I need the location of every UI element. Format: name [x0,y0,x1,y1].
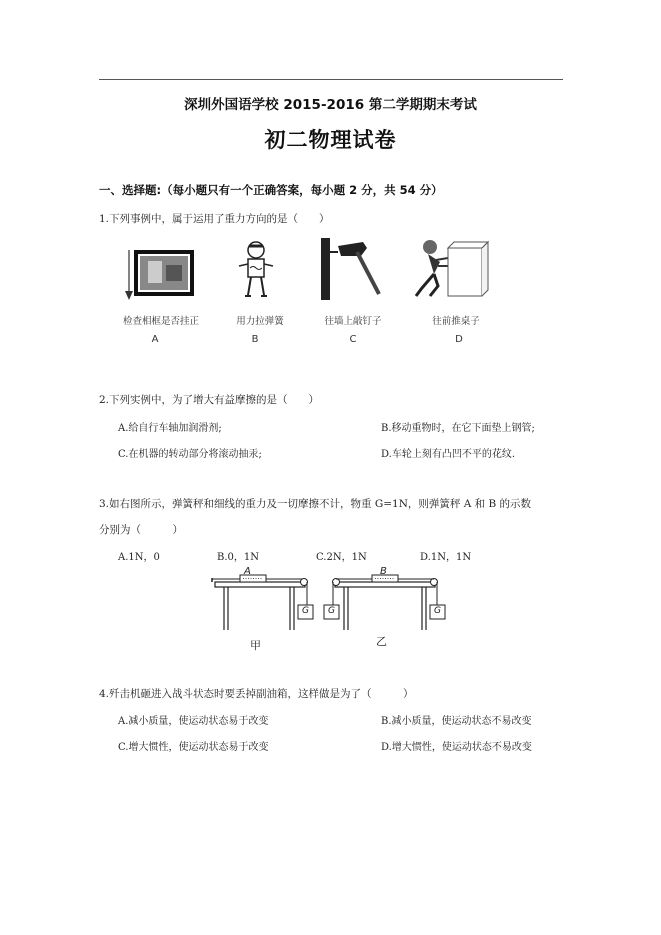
weight-g-label-yi-left: G [328,606,335,616]
q2-option-d: D.车轮上刻有凸凹不平的花纹. [381,449,516,460]
q4-stem: 4.歼击机砸进入战斗状态时要丢掉副油箱，这样做是为了（ ） [99,688,414,700]
q3-option-c: C.2N，1N [316,552,367,563]
figure-label-yi: 乙 [376,635,387,648]
person-pulling-spring-icon [236,240,276,302]
figure-yi-diagram [320,570,452,630]
q1-letter-a: A [151,334,159,345]
q1-caption-b: 用力拉弹簧 [236,316,284,327]
q1-letter-c: C [349,334,357,345]
q2-option-b: B.移动重物时，在它下面垫上钢管; [381,423,535,434]
hammer-nail-wall-icon [321,238,383,302]
picture-frame-plumb-icon [118,247,198,302]
q1-caption-c: 往墙上敲钉子 [324,316,382,327]
figure-label-jia: 甲 [250,639,261,652]
figure-jia-diagram [210,570,320,630]
weight-g-label-jia: G [302,606,309,616]
q2-stem: 2.下列实例中，为了增大有益摩擦的是（ ） [99,394,320,406]
q2-option-a: A.给自行车轴加润滑剂; [118,423,222,434]
q3-stem-line1: 3.如右图所示，弹簧秤和细线的重力及一切摩擦不计，物重 G=1N，则弹簧秤 A 和 B 的示数 [99,498,532,510]
q4-option-d: D.增大惯性，使运动状态不易改变 [381,742,532,753]
q4-option-a: A.减小质量，使运动状态易于改变 [118,716,269,727]
q1-stem: 1.下列事例中，属于运用了重力方向的是（ ） [99,213,330,225]
weight-g-label-yi-right: G [434,606,441,616]
q3-option-a: A.1N，0 [118,552,160,563]
school-line: 深圳外国语学校 2015-2016 第二学期期末考试 [184,97,477,113]
section-heading: 一、选择题:（每小题只有一个正确答案，每小题 2 分，共 54 分） [99,183,443,197]
q1-caption-d: 往前推桌子 [432,316,480,327]
q1-letter-b: B [251,334,259,345]
q1-caption-a: 检查相框是否挂正 [122,316,199,327]
spring-a-label: A [244,566,251,577]
q2-option-c: C.在机器的转动部分将滚动抽汞; [118,449,262,460]
q4-option-b: B.减小质量，使运动状态不易改变 [381,716,532,727]
header-rule [99,79,563,80]
q3-option-b: B.0，1N [217,552,260,563]
spring-b-label: B [380,566,387,577]
page-title: 初二物理试卷 [264,128,397,152]
q3-stem-line2: 分别为（ ） [99,524,183,536]
q1-letter-d: D [455,334,463,345]
q3-option-d: D.1N，1N [420,552,472,563]
q4-option-c: C.增大惯性，使运动状态易于改变 [118,742,269,753]
person-pushing-box-icon [410,238,492,300]
